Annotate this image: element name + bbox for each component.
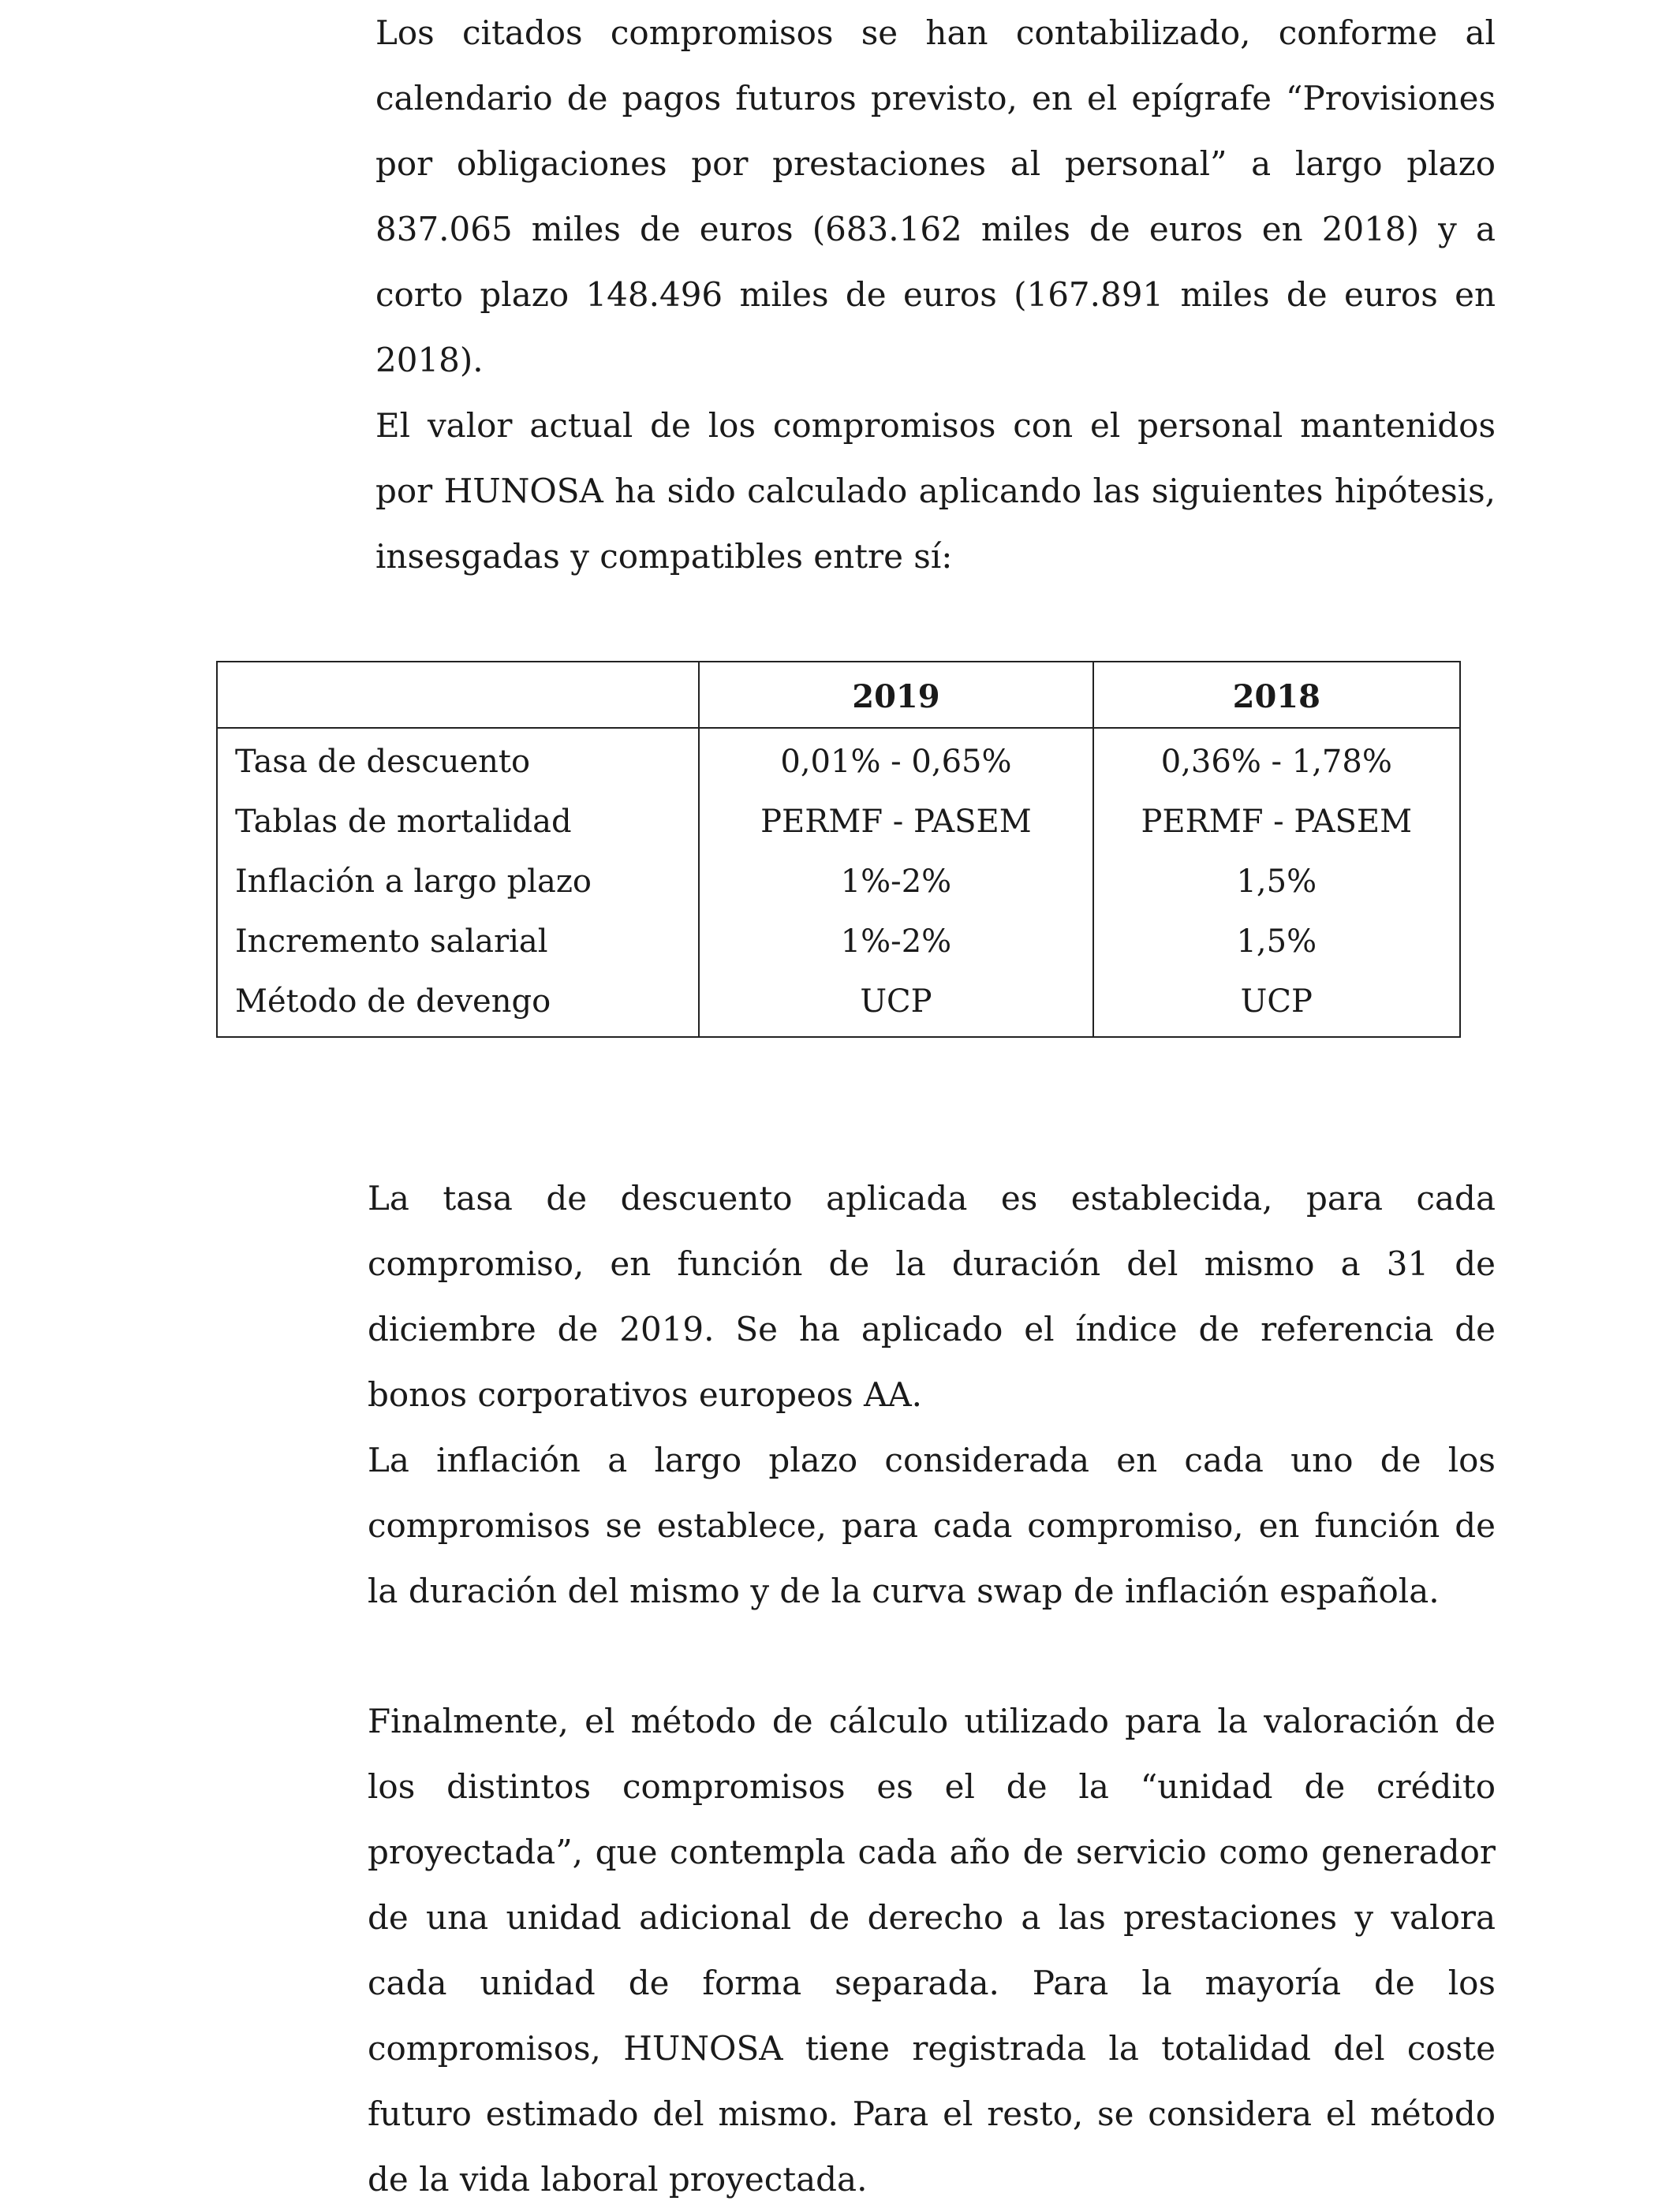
table-header-row — [217, 662, 1460, 728]
paragraph-discount-rate: La tasa de descuento aplicada es establecida, para cada compromiso, en función de la duración del mismo a 31 de diciembre de 2019. Se ha aplicado el índice de referencia de bonos corporativos europeos AA. — [368, 1179, 1496, 1414]
value-2018: 1,5% — [1093, 852, 1460, 912]
row-label: Incremento salarial — [217, 912, 699, 972]
table-row — [217, 912, 1460, 972]
paragraph-inflation: La inflación a largo plazo considerada en cada uno de los compromisos se establece, para cada compromiso, en función de la duración del mismo y de la curva swap de inflación española. — [368, 1441, 1496, 1610]
value-2018: UCP — [1093, 972, 1460, 1037]
header-label-cell — [217, 662, 699, 728]
value-2018: PERMF - PASEM — [1093, 792, 1460, 852]
row-label: Tablas de mortalidad — [217, 792, 699, 852]
value-2019: 1%-2% — [699, 852, 1092, 912]
value-2019: 0,01% - 0,65% — [699, 728, 1092, 792]
value-2019: UCP — [699, 972, 1092, 1037]
row-label: Método de devengo — [217, 972, 699, 1037]
table-row — [217, 972, 1460, 1037]
value-2019: 1%-2% — [699, 912, 1092, 972]
paragraph-valuation-intro: El valor actual de los compromisos con el personal mantenidos por HUNOSA ha sido calculado aplicando las siguientes hipótesis, insesgadas y compatibles entre sí: — [375, 406, 1496, 576]
row-label: Inflación a largo plazo — [217, 852, 699, 912]
value-2018: 0,36% - 1,78% — [1093, 728, 1460, 792]
hypotheses-table — [216, 661, 1461, 1038]
value-2019: PERMF - PASEM — [699, 792, 1092, 852]
table-row — [217, 728, 1460, 792]
row-label: Tasa de descuento — [217, 728, 699, 792]
table-row — [217, 792, 1460, 852]
header-year-2019: 2019 — [699, 662, 1092, 728]
paragraph-calculation-method: Finalmente, el método de cálculo utilizado para la valoración de los distintos compromisos es el de la “unidad de crédito proyectada”, que contempla cada año de servicio como generador de una unidad adicional de derecho a las prestaciones y valora cada unidad de forma separada. Para la mayoría de los compromisos, HUNOSA tiene registrada la totalidad del coste futuro estimado del mismo. Para el resto, se considera el método de la vida laboral proyectada. — [368, 1702, 1496, 2199]
header-year-2018: 2018 — [1093, 662, 1460, 728]
table-row — [217, 852, 1460, 912]
value-2018: 1,5% — [1093, 912, 1460, 972]
paragraph-provisions: Los citados compromisos se han contabilizado, conforme al calendario de pagos futuros previsto, en el epígrafe “Provisiones por obligaciones por prestaciones al personal” a largo plazo 837.065 miles de euros (683.162 miles de euros en 2018) y a corto plazo 148.496 miles de euros (167.891 miles de euros en 2018). — [375, 13, 1496, 379]
